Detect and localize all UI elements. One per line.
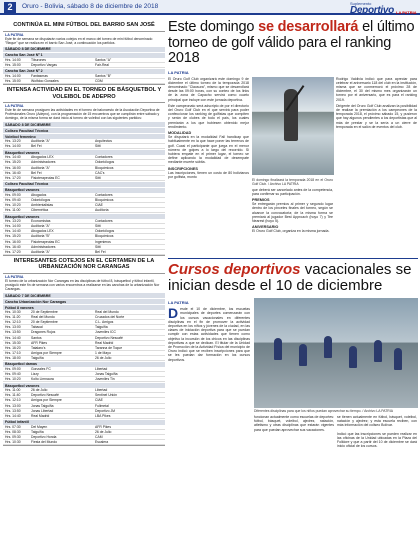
- fixture-time: Hrs. 08:30: [5, 429, 21, 434]
- fixture-section-header: Fútbol 8 varones: [3, 305, 165, 310]
- golf-photo-caption: El domingo finalizará la temporada 2018 en el Oruro Golf Club. / Archivo LA PATRIA: [252, 177, 333, 186]
- fixture-home-team: Economistas: [31, 219, 51, 224]
- fixture-away-team: CAC's: [95, 170, 105, 175]
- fixture-section-header: Básquetbol varones: [3, 214, 165, 219]
- fixture-away-team: Bioquímicos: [95, 197, 114, 202]
- student-figure: [274, 338, 282, 360]
- student-figure: [394, 348, 402, 370]
- fixture-away-team: CAM: [95, 435, 103, 439]
- fixture-home-team: AFR Pikes: [31, 340, 48, 345]
- fixture-away-team: Sitti: [95, 224, 101, 229]
- fixture-row: [3, 63, 165, 68]
- fixture-away-team: Arquitectos: [95, 139, 112, 144]
- paragraph: Rodrigo Valdivia indicó que para apreciar para celebrar el aniversario 118 del club en la institución, misma que se conmemoró el próximo 28 de diciembre, el 30 del mismo mes organizarán un torneo por el aniversario, que es para el ranking 2019.: [336, 76, 417, 102]
- fixture-time: Hrs. 15:00: [5, 78, 21, 83]
- fixture-home-team: Auditoria "B": [31, 234, 50, 239]
- fixture-section-header: Voleibol femenino: [3, 134, 165, 139]
- fixture-home-team: Tatalaro's: [31, 345, 46, 350]
- fixture-home-team: Lizzy: [31, 372, 39, 377]
- fixture-time: Hrs. 17:10: [5, 350, 21, 355]
- dateline: Oruro - Bolivia, sábado 8 de diciembre de 2018: [22, 3, 159, 10]
- brand-logo: Deportivo: [350, 5, 394, 16]
- fixture-home-team: Bel Fei: [31, 170, 42, 175]
- fixture-away-team: Bel Fei: [95, 249, 106, 254]
- fixture-time: Hrs. 11:40: [5, 393, 21, 398]
- student-figure: [299, 344, 307, 366]
- fixture-home-team: 26 de Julio: [31, 388, 48, 393]
- golf-col-3: [336, 77, 417, 236]
- fixture-away-team: CIAE: [95, 398, 103, 403]
- fixture-home-team: Auditoria "A": [31, 224, 50, 229]
- fixture-home-team: Cibernética: [31, 208, 49, 213]
- fixture-section-header: Básquetbol varones: [3, 150, 165, 155]
- fixture-home-team: 20 de Septiembre: [31, 320, 58, 325]
- fixture-time: Hrs. 12:10: [5, 320, 21, 325]
- golf-source: LA PATRIA: [168, 69, 189, 75]
- fixture-time: Hrs. 14:00: [5, 144, 21, 149]
- fixture-away-team: Deportivo JM: [95, 408, 115, 413]
- section-divider: [168, 258, 418, 259]
- fixture-time: Hrs. 10:20: [5, 203, 21, 207]
- fixture-time: Hrs. 16:40: [5, 244, 21, 249]
- student-figure: [324, 336, 332, 358]
- fixture-home-team: Fantasmas: [31, 73, 48, 78]
- fixture-home-team: Santos: [31, 335, 42, 340]
- fixture-away-team: Juveniles Tin: [95, 377, 115, 382]
- fixture-away-team: Deportivo Nescafé: [95, 335, 123, 340]
- fixture-time: Hrs. 16:40: [5, 170, 21, 175]
- paragraph: El Oruro Golf Club organizará este domingo 9 de diciembre el último torneo de la temporada 2018 denominado "Clausura", mismo que se desarrollará desde las 09:00 horas, con su conteo de los links de la zona de Capacho servirá como cuarto principal que incluye con este jornada deportiva.: [168, 76, 249, 102]
- fixture-away-team: Contadores: [95, 192, 113, 197]
- box-intro: Este fin de semana prosiguen las actividades en el torneo de baloncesto de la Asociación Deportiva de Profesionales Oruro (Adepro), con la programación de 15 encuentros que se cumplirán entre sábado y domingo, de la misma forma se dará inicio al torneo de voleibol con las siguientes partidos:: [5, 108, 160, 121]
- fixture-time: Hrs. 09:00: [5, 366, 21, 371]
- box-source: LA PATRIA: [5, 275, 24, 280]
- box-intro: El torneo de la urbanización Nor Carangas en las disciplinas de fútbol 8, básquetbol y fútbol infantil, prosiguió este fin de semana con varios encuentros a realizarse en las canchas de la urbanización Nor Carangas.: [5, 279, 160, 292]
- fixture-home-team: Abogados LEX: [31, 155, 54, 160]
- fixture-section-header: Básquetbol damas: [3, 362, 165, 367]
- paragraph: que deberá ser cancelado antes de la competencia, para confirmar su participación.: [252, 187, 333, 196]
- page-number: 2: [4, 2, 16, 13]
- fixture-time: Hrs. 18:00: [5, 355, 21, 360]
- box-title: INTERESANTES COTEJOS EN EL CERTAMEN DE LA URBANIZACIÓN NOR CARANGAS: [3, 256, 165, 274]
- fixture-time: Hrs. 14:40: [5, 413, 21, 418]
- fixture-home-team: Tabacal: [31, 325, 43, 330]
- fixture-away-team: CIAE: [95, 203, 103, 207]
- fixture-time: Hrs. 12:10: [5, 398, 21, 403]
- fixture-home-team: Jonas Taiguiña: [31, 403, 54, 408]
- fixture-time: Hrs. 17:20: [5, 249, 21, 254]
- fixture-away-team: Ingenieros: [95, 239, 111, 244]
- subhead: MODALIDAD: [168, 130, 192, 135]
- box-title: CONTINÚA EL MINI FÚTBOL DEL BARRIO SAN JOSÉ: [3, 20, 165, 32]
- courses-photo-caption: Diferentes disciplinas para que los niños puedan aprovechar su tiempo. / Archivo LA PATRIA: [254, 409, 393, 413]
- subhead: INSCRIPCIONES: [168, 166, 198, 171]
- paragraph: Dirigente del Oruro Golf Club analizan la posibilidad de realizar la premiación a los campeones de la temporada 2018, el próximo sábado 15, y pusieron que hay algunos pendientes a los deportistas que al más de prestar y se la sería a un cierre de temporada en el salón de eventos del club.: [336, 103, 417, 129]
- fixture-row: [3, 377, 165, 382]
- fixture-row: [3, 440, 165, 445]
- fixture-home-team: Auditoria "A": [31, 139, 50, 144]
- fixture-home-team: Deportivo Nescafé: [31, 393, 59, 398]
- fixture-away-team: Auditoría: [95, 208, 109, 213]
- supplement-label: Suplemento: [350, 1, 372, 6]
- fixture-away-team: Cruzados del Norte: [95, 315, 125, 320]
- fixture-home-team: Administradores: [31, 160, 56, 165]
- fixtures-box-nor-carangas: [3, 256, 165, 446]
- fixture-away-team: Bioquímicos: [95, 165, 114, 170]
- fixture-home-team: Del Mayen: [31, 424, 48, 429]
- fixture-section-header: Cancha Urbanización Nor Carangas: [3, 299, 165, 304]
- fixture-time: Hrs. 09:00: [5, 192, 21, 197]
- fixture-time: Hrs. 11:20: [5, 315, 21, 320]
- fixture-section-header: Cancha San José Nº 1: [3, 53, 165, 58]
- golf-article: [168, 20, 418, 255]
- fixture-away-team: Libertad: [95, 366, 108, 371]
- fixture-home-team: Abogados: [31, 192, 47, 197]
- fixture-away-team: LBA Pikes: [95, 413, 111, 418]
- fixture-away-team: Contadores: [95, 219, 113, 224]
- fixture-time: Hrs. 14:40: [5, 229, 21, 234]
- fixture-section-header: SÁBADO 8 DE DICIEMBRE: [3, 47, 165, 52]
- courses-col-2: funcionan actualmente como escuelas de deportes: fútbol, básquet, voleibol, ajedrez, natación, atletismo y otras disciplinas que estarán vigentes para que puedan aprovechar sus vacaciones.: [254, 415, 334, 432]
- left-sidebar: [3, 20, 165, 542]
- fixture-section-header: Fútbol infantil: [3, 420, 165, 425]
- fixture-time: Hrs. 13:20: [5, 219, 21, 224]
- fixture-time: Hrs. 14:40: [5, 155, 21, 160]
- fixture-away-team: 26 de Julio: [95, 429, 112, 434]
- fixture-row: [3, 250, 165, 255]
- fixture-home-team: Auditoria "A": [31, 165, 50, 170]
- fixture-home-team: Tiburones: [31, 57, 46, 62]
- fixture-away-team: Fair-Real: [95, 62, 109, 67]
- courses-source: LA PATRIA: [168, 300, 189, 305]
- fixture-time: Hrs. 11:00: [5, 388, 21, 393]
- fixture-time: Hrs. 10:30: [5, 440, 21, 445]
- fixture-section-header: Básquetbol varones: [3, 383, 165, 388]
- fixture-home-team: Amigos por Siempre: [31, 350, 62, 355]
- fixture-time: Hrs. 14:00: [5, 73, 21, 78]
- fixture-time: Hrs. 13:00: [5, 325, 21, 330]
- fixture-row: [3, 414, 165, 419]
- golf-photo: [252, 77, 334, 175]
- fixture-home-team: 20 de Septiembre: [31, 310, 58, 315]
- fixture-home-team: Wolfdoo Gonzales: [31, 78, 59, 83]
- fixture-home-team: Fiesta del Mundo: [31, 440, 58, 445]
- fixture-away-team: Santos "B": [95, 73, 112, 78]
- box-title: INTENSA ACTIVIDAD EN EL TORNEO DE BÁSQUETBOL Y VOLEIBOL DE ADEPRO: [3, 85, 165, 103]
- fixture-away-team: Real del Mundo: [95, 310, 119, 315]
- fixture-time: Hrs. 07:30: [5, 424, 21, 429]
- fixture-row: [3, 208, 165, 213]
- fixture-time: Hrs. 09:40: [5, 197, 21, 202]
- fixture-time: Hrs. 17:20: [5, 175, 21, 180]
- fixture-home-team: Taiguiña: [31, 355, 44, 360]
- fixture-home-team: Ambientalistas: [31, 203, 54, 207]
- fixture-home-team: Odontólogos: [31, 197, 51, 202]
- fixture-time: Hrs. 15:30: [5, 340, 21, 345]
- fixture-time: Hrs. 14:40: [5, 335, 21, 340]
- fixture-away-team: Taiguiña: [95, 325, 108, 330]
- fixture-away-team: Taranna de Toque: [95, 345, 123, 350]
- fixture-away-team: Juveniles ICC: [95, 330, 116, 335]
- courses-body: esde el 10 de diciembre, los escuelas municipales de deportes comenzarán con los cursos vacacionales en diferentes disciplinas en el fin de promover la actividad deportiva en los niños y jóvenes de la ciudad, en las clases de iniciación deportiva para que se puedan cumplir con estas actividades que tienen como objetivo la incursión de los chicos en las disciplinas deportivas a que se dedican. El titular de la Unidad de Promoción de la Actividad Física del municipio de Oruro indicó que se reciben inscripciones para que se les puedan dar formación en los cursos deportivos.: [168, 307, 250, 362]
- fixture-time: Hrs. 13:00: [5, 403, 21, 408]
- fixture-time: Hrs. 15:20: [5, 234, 21, 239]
- fixture-away-team: Santos "A": [95, 57, 112, 62]
- courses-headline: Cursos deportivos vacacionales se inician desde el 10 de diciembre: [168, 262, 412, 294]
- fixture-home-team: Auditoria "A": [31, 249, 50, 254]
- fixture-home-team: Kolto Limnaura: [31, 377, 54, 382]
- paper-name: LA PATRIA: [396, 10, 417, 15]
- paragraph: Las inscripciones, tienen un costo de 80 bolivianos por golfista, monto: [168, 170, 249, 179]
- fixture-away-team: Sentinel Unión: [95, 393, 118, 398]
- fixture-home-team: Deportivo Vargas: [31, 62, 57, 67]
- fixture-section-header: Coliseo Facultad Técnica: [3, 182, 165, 187]
- paragraph: Se disputará en la modalidad Fall handicap que habitualmente en la que hace poner las terrenos de golf. Cuasi el participante que juega en el menor número de golpes a lo largo del recorrido. Si hubiera empate en el primer lugar, el torneo se define aplicando la modalidad de desempate mediante muerte súbita.: [168, 135, 249, 165]
- box-source: LA PATRIA: [5, 104, 24, 109]
- fixture-section-header: Básquetbol varones: [3, 188, 165, 193]
- fixture-away-team: C.L. Amigos: [95, 320, 114, 325]
- student-figure: [374, 340, 382, 362]
- fixture-row: [3, 356, 165, 361]
- courses-col-1: [168, 298, 250, 449]
- fixtures-box-adepro: [3, 85, 165, 256]
- fixture-away-team: Bioquímicos: [95, 234, 114, 239]
- fixture-time: Hrs. 15:00: [5, 62, 21, 67]
- box-source: LA PATRIA: [5, 32, 24, 37]
- student-figure: [349, 346, 357, 368]
- fixture-time: Hrs. 10:30: [5, 310, 21, 315]
- fixture-away-team: Libertad: [95, 388, 108, 393]
- fixture-home-team: Real del Mundo: [31, 315, 55, 320]
- fixture-time: Hrs. 13:50: [5, 330, 21, 335]
- fixture-away-team: Escalera: [95, 440, 109, 445]
- fixture-row: [3, 176, 165, 181]
- courses-col-3: se tienen actualmente en fútbol, básquet, voleibol, natación y ajedrez; y esta escuela reciben, con más información del coliseo Bolívar. Indicó que las inscripciones se pueden realizar en las oficinas de la Unidad ubicadas en la Plaza del Folklore y que a partir del 10 de diciembre se dará inicio oficial de los cursos.: [337, 415, 417, 449]
- golf-headline: Este domingo se desarrollará el último torneo de golf válido para el ranking 2018: [168, 20, 415, 66]
- fixture-home-team: Amigos por Siempre: [31, 398, 62, 403]
- fixture-home-team: Administradores: [31, 244, 56, 249]
- fixture-home-team: Dragones Rojos: [31, 330, 56, 335]
- courses-photo: [254, 298, 418, 408]
- fixture-time: Hrs. 15:20: [5, 160, 21, 165]
- subhead: PREMIOS: [252, 197, 270, 202]
- fixture-home-team: Real Madrid: [31, 413, 50, 418]
- fixture-time: Hrs. 14:00: [5, 57, 21, 62]
- fixture-time: Hrs. 13:50: [5, 408, 21, 413]
- paragraph: Se entregarán premios al primer y segundo lugar dentro de los pinceles finales del torneo, según se alcance la convocatoria; de la misma forma se premiará al jugador Best Approach (hoyo 7) y Tee Nearest (hoyo 5).: [252, 202, 333, 223]
- fixture-time: Hrs. 16:20: [5, 345, 21, 350]
- fixture-home-team: Fisioterapeutas EC: [31, 239, 60, 244]
- fixture-time: Hrs. 11:00: [5, 208, 21, 213]
- fixture-away-team: AFR Pikes: [95, 424, 112, 429]
- fixture-away-team: Fullmetal: [95, 403, 109, 408]
- courses-article: [168, 262, 418, 544]
- fixture-away-team: Sitti: [95, 175, 101, 180]
- fixture-section-header: Coliseo Facultad Técnica: [3, 128, 165, 133]
- fixture-time: Hrs. 16:00: [5, 165, 21, 170]
- fixture-away-team: Contadores: [95, 155, 113, 160]
- fixture-away-team: Real Madrid: [95, 340, 114, 345]
- fixture-time: Hrs. 14:00: [5, 224, 21, 229]
- drop-cap: D: [168, 305, 179, 322]
- fixture-home-team: Fisioterapeutas EC: [31, 175, 60, 180]
- fixtures-box-san-jose: [3, 20, 165, 85]
- fixture-home-team: Jonas Libertad: [31, 408, 54, 413]
- fixture-section-header: Cancha San José Nº 2: [3, 69, 165, 74]
- fixture-away-team: 26 de Julio: [95, 355, 112, 360]
- fixture-home-team: Gonzales FC: [31, 366, 51, 371]
- fixture-away-team: Sitti: [95, 244, 101, 249]
- fixture-section-header: SÁBADO 8 DE DICIEMBRE: [3, 122, 165, 127]
- fixture-away-team: 1 de Mayo: [95, 350, 111, 355]
- subhead: ANIVERSARIO: [252, 225, 279, 230]
- fixture-row: [3, 79, 165, 84]
- paragraph: El Oruro Golf Club, organiza en la misma jornada.: [252, 229, 330, 234]
- fixture-away-team: Sitti: [95, 144, 101, 149]
- box-intro: Este fin de semana se disputarán varios cotejos en el marco del torneo de mini fútbol denominado "Ñeque" que se realiza en el barrio San José, a continuación los partidos.: [5, 36, 153, 45]
- fixture-home-team: Taiguiña: [31, 429, 44, 434]
- fixture-time: Hrs. 09:30: [5, 435, 21, 439]
- page-header: [0, 0, 420, 15]
- fixture-section-header: SÁBADO 7 DE DICIEMBRE: [3, 293, 165, 298]
- fixture-time: Hrs. 09:40: [5, 372, 21, 377]
- fixture-away-team: Jonas Taiguiña: [95, 372, 118, 377]
- fixture-home-team: Abogados LEX: [31, 229, 54, 234]
- fixture-time: Hrs. 10:20: [5, 377, 21, 382]
- fixture-away-team: CDM: [95, 78, 103, 83]
- fixture-away-team: Odontólogos: [95, 229, 115, 234]
- paragraph: Este campeonato será adscripto de por el directorio del Oruro Golf Club en el que servirá para poder confeccionar los ranking de golfistas que compiten y serán de clubes de todo el país, los cuales premiarán a los que hubiesen obtenido mejor rendimiento.: [168, 103, 249, 129]
- fixture-home-team: Deportivo Honda: [31, 435, 57, 439]
- golf-col-1: [168, 77, 249, 236]
- fixture-time: Hrs. 16:00: [5, 239, 21, 244]
- fixture-away-team: Odontólogos: [95, 160, 115, 165]
- fixture-time: Hrs. 13:20: [5, 139, 21, 144]
- fixture-row: [3, 144, 165, 149]
- fixture-home-team: Bel Fei: [31, 144, 42, 149]
